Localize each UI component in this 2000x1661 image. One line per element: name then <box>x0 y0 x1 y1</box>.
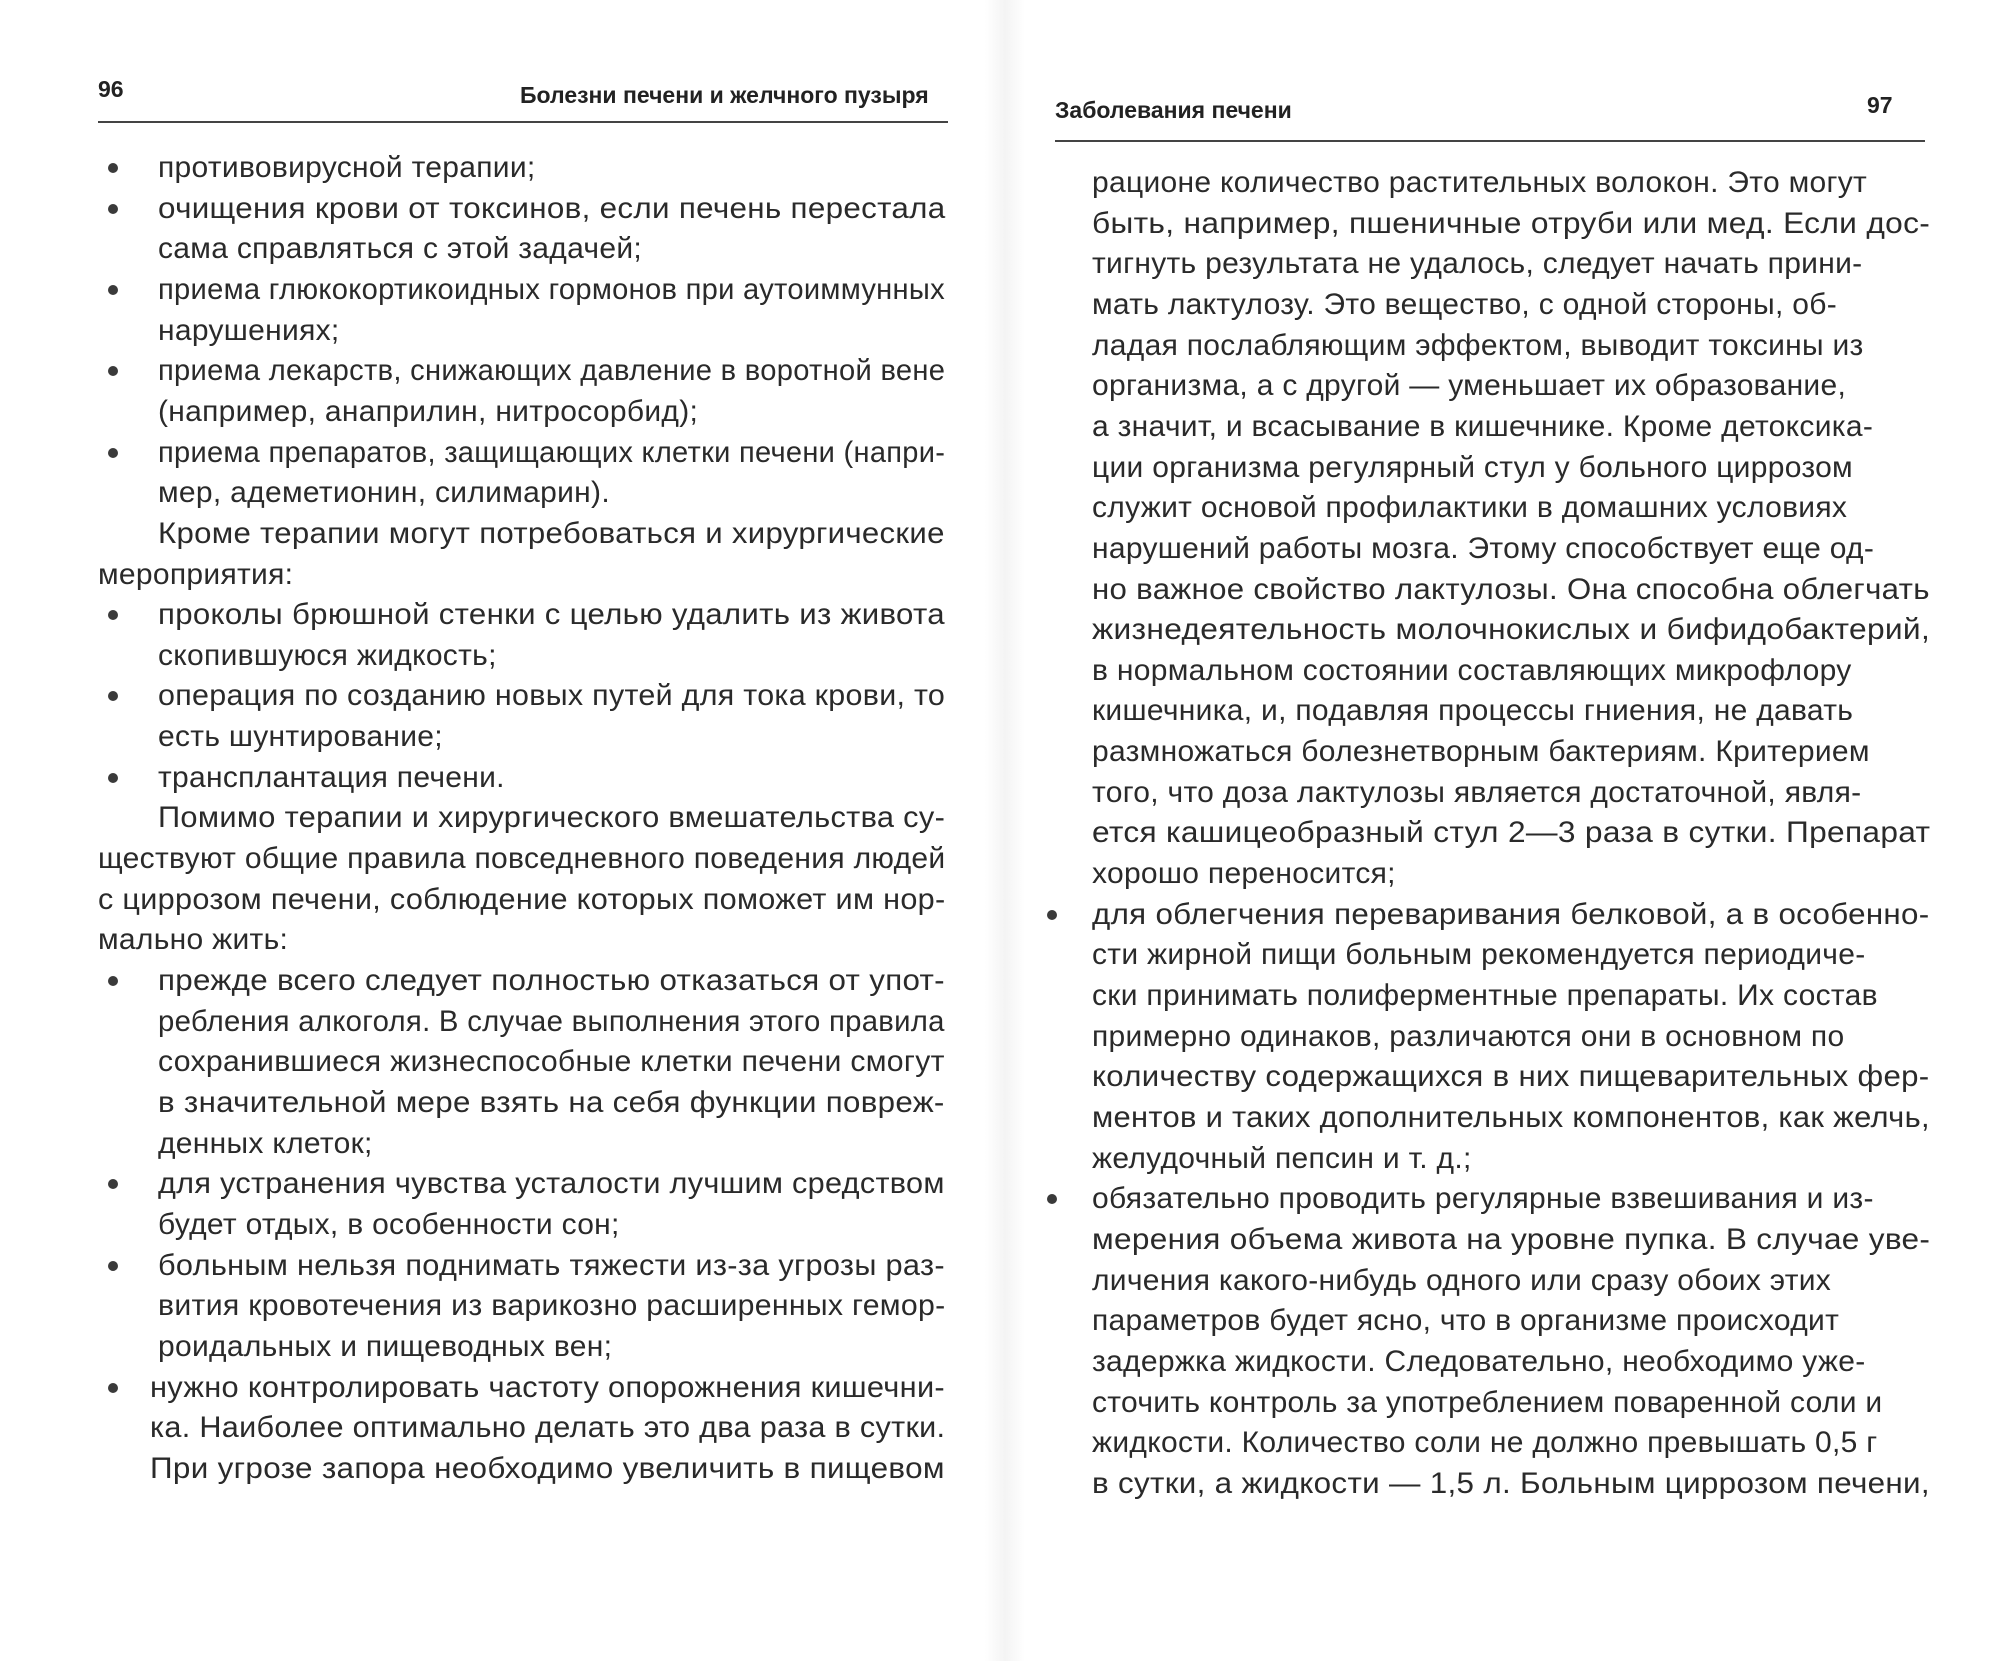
text-line: размножаться болезнетворным бактериям. Критерием <box>1092 735 1870 769</box>
text-line: мать лактулозу. Это вещество, с одной стороны, об- <box>1092 287 1838 321</box>
text-line: мер, адеметионин, силимарин). <box>158 476 610 510</box>
text-line: будет отдых, в особенности сон; <box>158 1207 620 1241</box>
text-line: нарушениях; <box>158 313 340 347</box>
text-line: параметров будет ясно, что в организме происходит <box>1092 1304 1840 1338</box>
bullet-icon <box>108 448 118 458</box>
header-rule <box>98 121 948 123</box>
text-line: сти жирной пищи больным рекомендуется периодиче- <box>1092 938 1866 972</box>
text-line: мерения объема живота на уровне пупка. В случае уве- <box>1092 1222 1931 1256</box>
text-line: есть шунтирование; <box>158 720 443 754</box>
bullet-icon <box>108 1383 118 1393</box>
text-line: проколы брюшной стенки с целью удалить из живота <box>158 598 945 632</box>
text-line: ции организма регулярный стул у больного циррозом <box>1092 450 1853 484</box>
text-line: ментов и таких дополнительных компонентов, как желчь, <box>1092 1100 1930 1134</box>
text-line: мально жить: <box>98 923 289 957</box>
text-line: ребления алкоголя. В случае выполнения этого правила <box>158 1004 945 1038</box>
bullet-icon <box>108 773 118 783</box>
page-number: 96 <box>98 76 124 102</box>
text-line: сохранившиеся жизнеспособные клетки печени смогут <box>158 1045 945 1079</box>
text-line: ка. Наиболее оптимально делать это два раза в сутки. <box>150 1411 946 1445</box>
bullet-icon <box>108 1261 118 1271</box>
text-line: но важное свойство лактулозы. Она способна облегчать <box>1092 572 1930 606</box>
text-line: операция по созданию новых путей для тока крови, то <box>158 679 946 713</box>
text-line: ется кашицеобразный стул 2—3 раза в сутки. Препарат <box>1092 816 1931 850</box>
bullet-icon <box>1047 910 1057 920</box>
text-line: сточить контроль за употреблением поваренной соли и <box>1092 1385 1883 1419</box>
running-head: Болезни печени и желчного пузыря <box>520 82 929 108</box>
header-rule <box>1055 140 1925 142</box>
text-line: очищения крови от токсинов, если печень перестала <box>158 191 946 225</box>
text-line: трансплантация печени. <box>158 760 505 794</box>
text-line: роидальных и пищеводных вен; <box>158 1329 613 1363</box>
text-line: ществуют общие правила повседневного поведения людей <box>98 842 946 876</box>
text-line: приема глюкокортикоидных гормонов при аутоиммунных <box>158 272 945 306</box>
text-line: задержка жидкости. Следовательно, необходимо уже- <box>1092 1344 1866 1378</box>
text-line: мероприятия: <box>98 557 294 591</box>
bullet-icon <box>108 691 118 701</box>
text-line: нужно контролировать частоту опорожнения кишечни- <box>150 1370 945 1404</box>
bullet-icon <box>108 285 118 295</box>
bullet-icon <box>108 163 118 173</box>
bullet-icon <box>108 204 118 214</box>
text-line: жидкости. Количество соли не должно превышать 0,5 г <box>1092 1426 1878 1460</box>
text-line: приема лекарств, снижающих давление в воротной вене <box>158 354 946 388</box>
bullet-icon <box>1047 1194 1057 1204</box>
text-line: с циррозом печени, соблюдение которых поможет им нор- <box>98 882 946 916</box>
text-line: приема препаратов, защищающих клетки печени (напри- <box>158 435 946 469</box>
text-line: хорошо переносится; <box>1092 857 1396 891</box>
bullet-icon <box>108 1179 118 1189</box>
text-line: личения какого-нибудь одного или сразу обоих этих <box>1092 1263 1832 1297</box>
right-page <box>1025 0 2000 1661</box>
page-number: 97 <box>1867 92 1893 118</box>
text-line: рационе количество растительных волокон. Это могут <box>1092 166 1868 199</box>
text-line: сама справляться с этой задачей; <box>158 232 643 266</box>
text-line: (например, анаприлин, нитросорбид); <box>158 394 699 428</box>
text-line: в нормальном состоянии составляющих микрофлору <box>1092 653 1852 687</box>
text-line: быть, например, пшеничные отруби или мед. Если дос- <box>1092 206 1931 240</box>
text-line: кишечника, и, подавляя процессы гниения, не давать <box>1092 694 1854 728</box>
text-line: примерно одинаков, различаются они в основном по <box>1092 1019 1845 1053</box>
text-line: а значит, и всасывание в кишечнике. Кроме детоксика- <box>1092 409 1874 443</box>
text-line: количеству содержащихся в них пищеварительных фер- <box>1092 1060 1930 1094</box>
text-line: Помимо терапии и хирургического вмешательства су- <box>158 801 946 835</box>
text-line: того, что доза лактулозы является достаточной, явля- <box>1092 775 1862 809</box>
running-head: Заболевания печени <box>1055 97 1292 123</box>
text-line: денных клеток; <box>158 1126 373 1160</box>
bullet-icon <box>108 976 118 986</box>
text-line: При угрозе запора необходимо увеличить в пищевом <box>150 1451 945 1485</box>
text-line: скопившуюся жидкость; <box>158 638 497 672</box>
text-line: ски принимать полиферментные препараты. Их состав <box>1092 979 1878 1012</box>
text-line: Кроме терапии могут потребоваться и хирургические <box>158 516 945 550</box>
text-line: в сутки, а жидкости — 1,5 л. Больным циррозом печени, <box>1092 1466 1930 1500</box>
text-line: желудочный пепсин и т. д.; <box>1092 1141 1472 1175</box>
text-line: противовирусной терапии; <box>158 151 536 184</box>
left-page <box>0 0 995 1661</box>
text-line: больным нельзя поднимать тяжести из-за угрозы раз- <box>158 1248 945 1282</box>
text-line: нарушений работы мозга. Этому способствует еще од- <box>1092 531 1875 565</box>
text-line: для устранения чувства усталости лучшим средством <box>158 1167 945 1201</box>
text-line: обязательно проводить регулярные взвешивания и из- <box>1092 1182 1874 1216</box>
text-line: организма, а с другой — уменьшает их образование, <box>1092 369 1847 403</box>
text-line: вития кровотечения из варикозно расширенных гемор- <box>158 1289 946 1323</box>
text-line: служит основой профилактики в домашних условиях <box>1092 491 1848 525</box>
text-line: жизнедеятельность молочнокислых и бифидобактерий, <box>1092 613 1931 647</box>
text-line: для облегчения переваривания белковой, а в особенно- <box>1092 897 1930 931</box>
bullet-icon <box>108 610 118 620</box>
bullet-icon <box>108 366 118 376</box>
text-line: ладая послабляющим эффектом, выводит токсины из <box>1092 328 1864 362</box>
text-line: тигнуть результата не удалось, следует начать прини- <box>1092 247 1863 281</box>
text-line: в значительной мере взять на себя функции повреж- <box>158 1085 945 1119</box>
text-line: прежде всего следует полностью отказаться от упот- <box>158 964 945 997</box>
